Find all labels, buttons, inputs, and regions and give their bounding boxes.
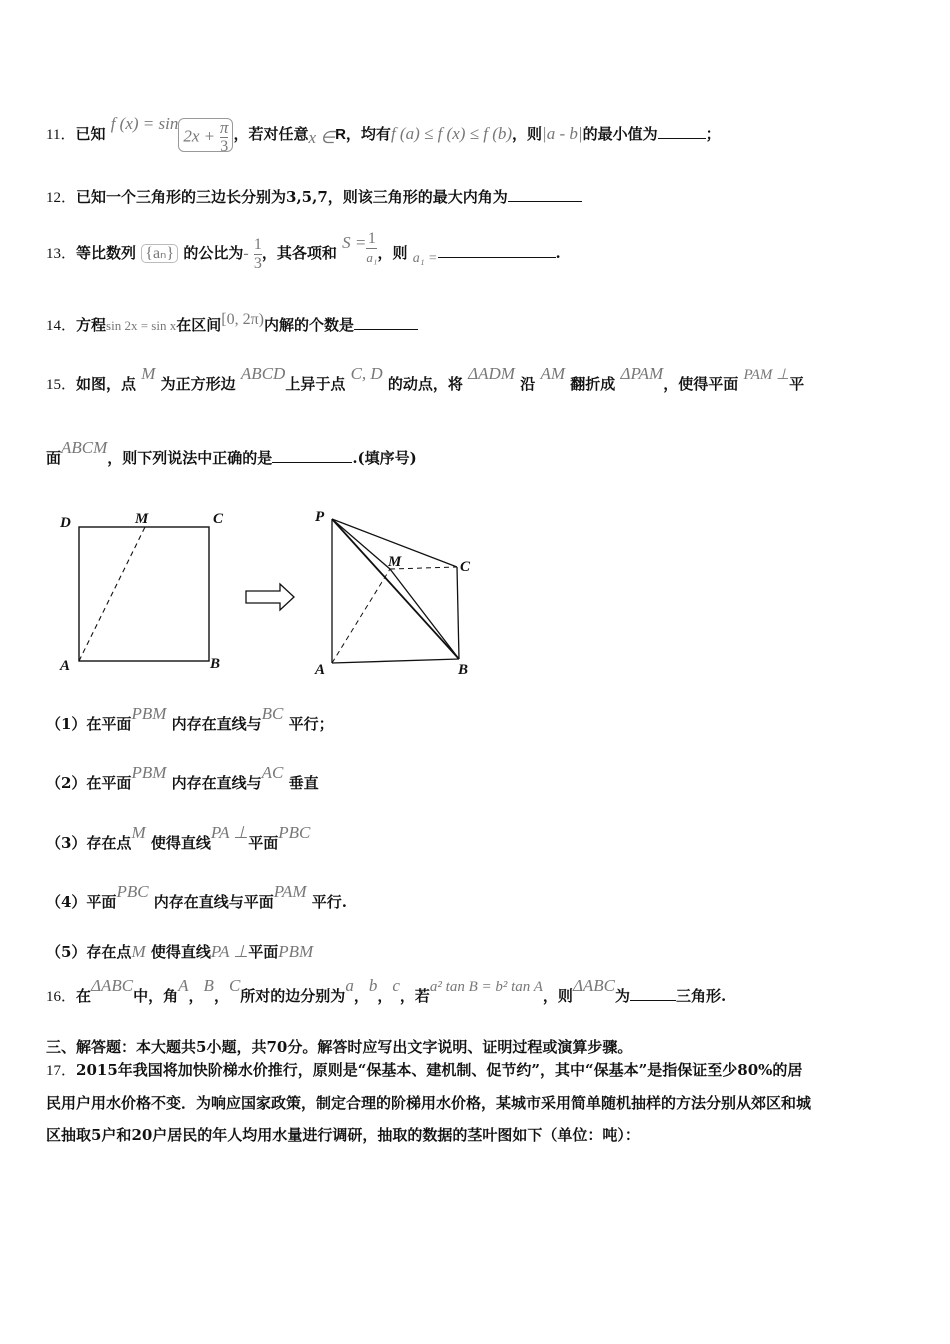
label-C: C xyxy=(460,559,471,575)
option-1: （1）在平面PBM 内存在直线与BC 平行； xyxy=(46,704,334,733)
folded-solid xyxy=(314,509,471,678)
option-2: （2）在平面PBM 内存在直线与AC 垂直 xyxy=(46,763,319,792)
option-3: （3）存在点M 使得直线PA ⊥平面PBC xyxy=(46,823,311,852)
section-heading: 三、解答题：本大题共5小题，共70分。解答时应写出文字说明、证明过程或演算步骤。 xyxy=(46,1038,633,1056)
label-B: B xyxy=(210,656,221,672)
q11-paren: 2x + $\frac{\pi}{3}$ xyxy=(178,118,233,152)
answer-blank[interactable] xyxy=(508,187,582,202)
q11-function: f (x) = sin xyxy=(110,114,179,133)
question-17 xyxy=(46,1054,906,1151)
label-M: M xyxy=(135,511,149,527)
label-A: A xyxy=(315,662,326,678)
option-4: （4）平面PBC 内存在直线与平面PAM 平行. xyxy=(46,882,348,911)
q17-line-1: 17．2015年我国将加快阶梯水价推行，原则是“保基本、建机制、促节约”，其中“保基本”是指保证至少80%的居 xyxy=(46,1061,803,1079)
answer-blank[interactable] xyxy=(272,448,352,463)
question-11: 11．已知 f (x) = sin2x + $\frac{\pi}{3}$ ，若对任意x ∈R，均有f (a) ≤ f (x) ≤ f (b)，则|a - b|的最小值为 ； xyxy=(46,114,721,155)
question-15: 15．如图，点 M 为正方形边 ABCD上异于点 C, D 的动点，将 ΔADM 沿 AM 翻折成 ΔPAM，使得平面 PAM ⊥平 xyxy=(46,364,805,393)
q17-line-3: 区抽取5户和20户居民的年人均用水量进行调研，抽取的数据的茎叶图如下（单位：吨）： xyxy=(46,1126,640,1144)
q11-number: 11． xyxy=(46,127,76,143)
answer-blank[interactable] xyxy=(438,243,556,258)
answer-blank[interactable] xyxy=(658,124,706,139)
label-B: B xyxy=(458,662,469,678)
question-14: 14．方程sin 2x = sin x在区间[0, 2π)内解的个数是 xyxy=(46,314,418,335)
answer-blank[interactable] xyxy=(354,315,418,330)
label-M: M xyxy=(388,554,402,570)
option-5: （5）存在点M 使得直线PA ⊥平面PBM xyxy=(46,942,314,961)
label-D: D xyxy=(60,515,71,531)
arrow-icon xyxy=(246,584,294,610)
question-15-cont: 面ABCM，则下列说法中正确的是 .(填序号) xyxy=(46,438,417,467)
square-abcd xyxy=(59,511,224,674)
label-C: C xyxy=(213,511,224,527)
q17-line-2: 民用户用水价格不变．为响应国家政策，制定合理的阶梯用水价格，某城市采用简单随机抽样的方法分别从郊区和城 xyxy=(46,1094,812,1112)
question-12: 12．已知一个三角形的三边长分别为3,5,7，则该三角形的最大内角为 xyxy=(46,186,582,207)
label-P: P xyxy=(315,509,325,525)
answer-blank[interactable] xyxy=(630,986,676,1001)
q11-inequality: f (a) ≤ f (x) ≤ f (b) xyxy=(390,124,513,143)
fold-figure xyxy=(50,505,490,685)
question-13: 13．等比数列 {aₙ} 的公比为- $\frac{1}{3}$ ，其各项和 S = $\frac{1}{\text{a₁}}$ ，则 a₁ = . xyxy=(46,229,561,272)
question-16: 16．在ΔABC中，角A，B，C所对的边分别为a，b，c，若a² tan B = b² tan A，则ΔABC为 三角形. xyxy=(46,976,727,1005)
label-A: A xyxy=(60,658,71,674)
